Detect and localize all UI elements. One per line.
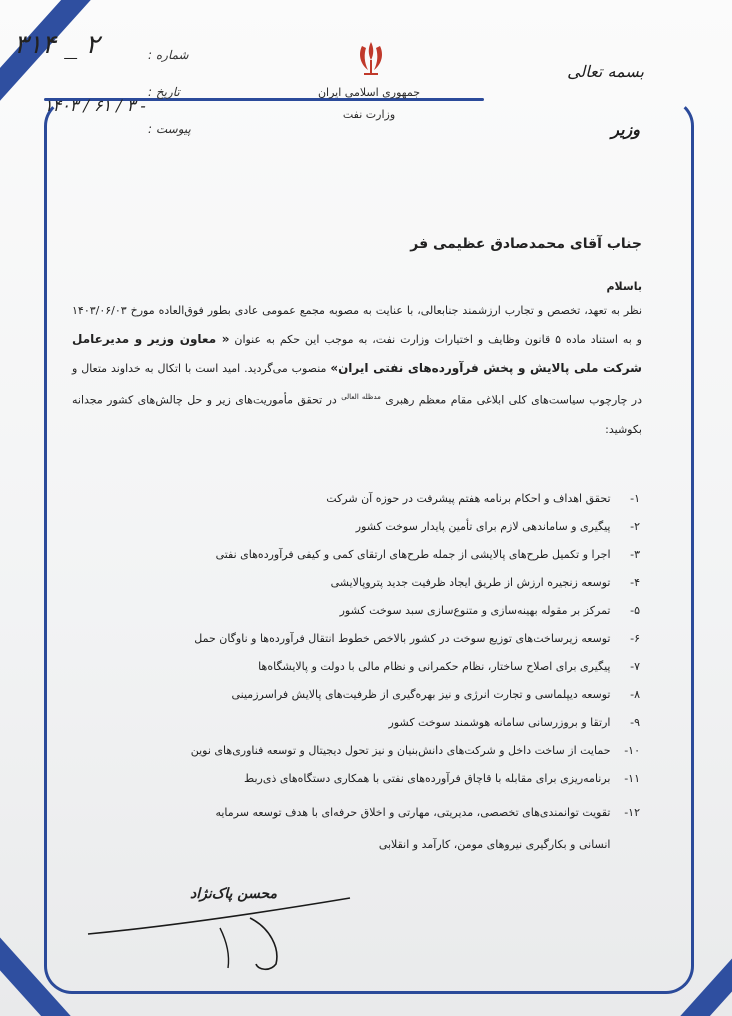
decorative-stripe	[564, 0, 732, 14]
list-item: ۲- پیگیری و ساماندهی لازم برای تأمین پایدار سوخت کشور	[355, 520, 640, 533]
list-item: ۶- توسعه زیرساخت‌های توزیع سوخت در کشور بالاخص خطوط انتقال فرآورده‌ها و ناوگان حمل	[194, 632, 640, 645]
handwritten-date: ۱۴۰۳ / ۶۱ / ۳ -	[44, 96, 146, 115]
iran-emblem-icon	[356, 40, 386, 78]
attachment-label: پیوست :	[148, 122, 191, 136]
body-paragraph-3: در تحقق مأموریت‌های زیر و حل چالش‌های کشور مجدانه بکوشید:	[72, 393, 642, 436]
signature-icon	[80, 868, 360, 978]
ministry-title: وزیر	[611, 120, 640, 139]
greeting: باسلام	[606, 280, 642, 293]
body-paragraph-1: نظر به تعهد، تخصص و تجارب ارزشمند جنابعالی، با عنایت به مصوبه مجمع عمومی عادی بطور فوق‌العاده مورخ ۱۴۰۳/۰۶/۰۳ و به استناد ماده ۵ قانون وظایف و اختیارات وزارت نفت، به موجب این حکم به عنوان	[72, 304, 642, 346]
list-item: ۱- تحقق اهداف و احکام برنامه هفتم پیشرفت در حوزه آن شرکت	[326, 492, 640, 505]
letter-frame	[44, 98, 694, 994]
list-item: ۱۲- تقویت توانمندی‌های تخصصی، مدیریتی، مهارتی و اخلاق حرفه‌ای با هدف توسعه سرمایه	[215, 806, 640, 819]
honorific: مدظله العالی	[341, 393, 381, 401]
gov-line-1: جمهوری اسلامی ایران	[317, 86, 421, 99]
list-item: ۹- ارتقا و بروزرسانی سامانه هوشمند سوخت کشور	[388, 716, 640, 729]
list-item: انسانی و بکارگیری نیروهای مومن، کارآمد و انقلابی	[378, 838, 611, 851]
list-item: ۷- پیگیری برای اصلاح ساختار، نظام حکمرانی و نظام مالی با دولت و پالایشگاه‌ها	[258, 660, 640, 673]
list-item: ۸- توسعه دیپلماسی و تجارت انرژی و نیز بهره‌گیری از ظرفیت‌های پالایش فراسرزمینی	[231, 688, 640, 701]
list-item: ۳- اجرا و تکمیل طرح‌های پالایشی از جمله طرح‌های ارتقای کمی و کیفی فرآورده‌های نفتی	[215, 548, 640, 561]
list-item: ۵- تمرکز بر مقوله بهینه‌سازی و متنوع‌سازی سبد سوخت کشور	[339, 604, 640, 617]
letter-body	[72, 296, 642, 444]
number-label: شماره :	[148, 48, 189, 62]
signer-name: محسن پاک‌نژاد	[190, 886, 277, 902]
basmala: بسمه تعالی	[567, 62, 644, 81]
appointment-title: « معاون وزیر و مدیرعامل شرکت ملی پالایش و پخش فرآورده‌های نفتی ایران»	[72, 332, 642, 375]
handwritten-number: ۳۱۴ _ ۲	[14, 30, 100, 60]
body-paragraph-2: منصوب می‌گردید. امید است با اتکال به خداوند متعال و در چارچوب سیاست‌های کلی ابلاغی مقام معظم رهبری	[72, 362, 642, 407]
list-item: ۴- توسعه زنجیره ارزش از طریق ایجاد ظرفیت جدید پتروپالایشی	[330, 576, 640, 589]
addressee: جناب آقای محمدصادق عظیمی فر	[410, 236, 642, 252]
list-item: ۱۱- برنامه‌ریزی برای مقابله با قاچاق فرآورده‌های نفتی با همکاری دستگاه‌های ذی‌ربط	[244, 772, 640, 785]
date-label: تاریخ :	[148, 85, 180, 99]
list-item: ۱۰- حمایت از ساخت داخل و شرکت‌های دانش‌بنیان و نیز تحول دیجیتال و توسعه فناوری‌های نوین	[190, 744, 640, 757]
gov-line-2: وزارت نفت	[342, 108, 396, 121]
